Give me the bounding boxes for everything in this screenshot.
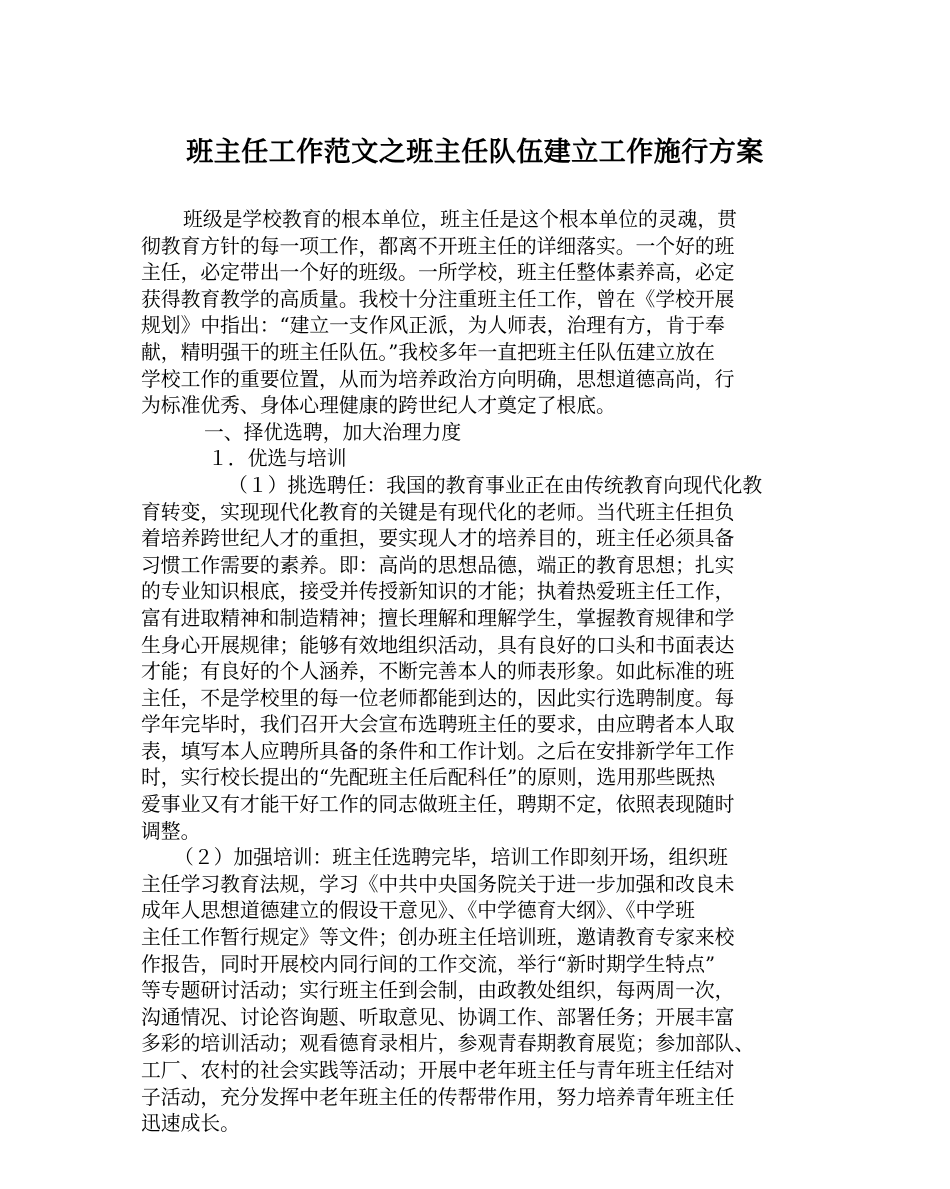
text-line: 多彩的培训活动；观看德育录相片，参观青春期教育展览；参加部队、 xyxy=(141,1032,755,1056)
text-line: 彻教育方针的每一项工作，都离不开班主任的详细落实。一个好的班 xyxy=(141,234,735,258)
text-line: 的专业知识根底，接受并传授新知识的才能；执着热爱班主任工作， xyxy=(141,580,735,604)
text-line: 表，填写本人应聘所具备的条件和工作计划。之后在安排新学年工作 xyxy=(141,739,735,763)
text-line: 作报告，同时开展校内同行间的工作交流，举行“新时期学生特点” xyxy=(141,952,716,976)
section-heading: 一、择优选聘，加大治理力度 xyxy=(204,420,462,444)
text-line: 学校工作的重要位置，从而为培养政治方向明确，思想道德高尚，行 xyxy=(141,367,735,391)
text-line: 班级是学校教育的根本单位，班主任是这个根本单位的灵魂，贯 xyxy=(183,208,737,231)
text-line: 规划》中指出：“建立一支作风正派，为人师表，治理有方，肯于奉 xyxy=(141,314,725,338)
text-line: 主任，不是学校里的每一位老师都能到达的，因此实行选聘制度。每 xyxy=(141,686,735,710)
text-line: 时，实行校长提出的“先配班主任后配科任”的原则，选用那些既热 xyxy=(141,766,716,790)
text-line: 为标准优秀、身体心理健康的跨世纪人才奠定了根底。 xyxy=(141,394,616,418)
document-body xyxy=(141,207,821,1138)
text-line: 工厂、农村的社会实践等活动；开展中老年班主任与青年班主任结对 xyxy=(141,1059,735,1082)
text-line: 成年人思想道德建立的假设干意见》、《中学德育大纲》、《中学班 xyxy=(141,899,695,923)
text-line: （２）加强培训：班主任选聘完毕，培训工作即刻开场，组织班 xyxy=(174,846,728,870)
text-line: 主任工作暂行规定》等文件；创办班主任培训班，邀请教育专家来校 xyxy=(141,926,735,950)
text-line: 等专题研讨活动；实行班主任到会制，由政教处组织，每两周一次， xyxy=(141,979,735,1003)
text-line: 爱事业又有才能干好工作的同志做班主任，聘期不定，依照表现随时 xyxy=(141,793,735,817)
text-line: 沟通情况、讨论咨询题、听取意见、协调工作、部署任务；开展丰富 xyxy=(141,1005,735,1029)
text-line: 获得教育教学的高质量。我校十分注重班主任工作，曾在《学校开展 xyxy=(141,287,735,311)
text-line: 迅速成长。 xyxy=(141,1112,240,1136)
text-line: 富有进取精神和制造精神；擅长理解和理解学生，掌握教育规律和学 xyxy=(141,606,735,630)
text-line: 调整。 xyxy=(141,819,201,843)
text-line: 献，精明强干的班主任队伍。”我校多年一直把班主任队伍建立放在 xyxy=(141,340,715,364)
text-line: 子活动，充分发挥中老年班主任的传帮带作用，努力培养青年班主任 xyxy=(141,1085,735,1109)
text-line: 才能；有良好的个人涵养，不断完善本人的师表形象。如此标准的班 xyxy=(141,660,735,684)
text-line: 主任学习教育法规，学习《中共中央国务院关于进一步加强和改良未 xyxy=(141,872,735,896)
text-line: 着培养跨世纪人才的重担，要实现人才的培养目的，班主任必须具备 xyxy=(141,527,735,551)
subsection-heading: １．优选与培训 xyxy=(208,447,347,471)
text-line: 学年完毕时，我们召开大会宣布选聘班主任的要求，由应聘者本人取 xyxy=(141,713,735,737)
document-title: 班主任工作范文之班主任队伍建立工作施行方案 xyxy=(186,137,764,168)
text-line: 主任，必定带出一个好的班级。一所学校，班主任整体素养高，必定 xyxy=(141,261,735,285)
text-line: 生身心开展规律；能够有效地组织活动，具有良好的口头和书面表达 xyxy=(141,633,735,657)
text-line: 育转变，实现现代化教育的关键是有现代化的老师。当代班主任担负 xyxy=(141,500,735,524)
text-line: 习惯工作需要的素养。即：高尚的思想品德，端正的教育思想；扎实 xyxy=(141,553,735,577)
text-line: （１）挑选聘任：我国的教育事业正在由传统教育向现代化教 xyxy=(228,473,763,497)
